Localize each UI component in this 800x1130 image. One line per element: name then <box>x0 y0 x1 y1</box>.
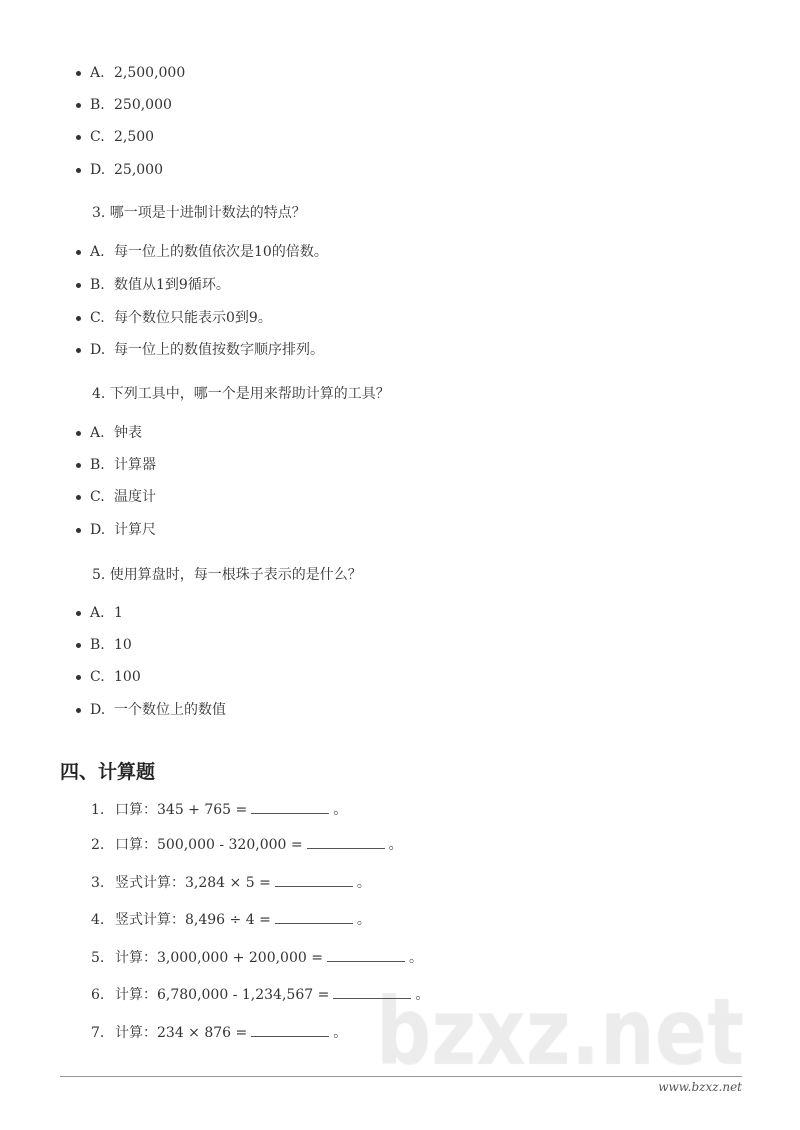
option-letter: C. <box>90 310 105 326</box>
footer-divider <box>60 1076 742 1077</box>
option-letter: B. <box>90 277 105 293</box>
option-text: 温度计 <box>114 489 156 505</box>
answer-blank[interactable] <box>307 834 385 849</box>
item-number: 3. <box>91 875 105 891</box>
bullet-icon <box>76 611 81 616</box>
option-text: 每个数位只能表示0到9。 <box>114 310 272 326</box>
option-letter: A. <box>90 244 105 260</box>
bullet-icon <box>76 643 81 648</box>
option-text: 100 <box>114 669 141 685</box>
option-letter: B. <box>90 97 105 113</box>
bullet-icon <box>76 528 81 533</box>
option-letter: B. <box>90 457 105 473</box>
answer-blank[interactable] <box>327 947 405 962</box>
answer-blank[interactable] <box>251 1022 329 1037</box>
item-end: 。 <box>333 1025 348 1041</box>
option-text: 一个数位上的数值 <box>114 702 226 718</box>
bullet-icon <box>76 708 81 713</box>
item-end: 。 <box>356 875 371 891</box>
bullet-icon <box>76 431 81 436</box>
answer-blank[interactable] <box>251 799 329 814</box>
item-number: 5. <box>91 950 105 966</box>
item-text: 口算：345 + 765 = <box>115 802 248 818</box>
option-letter: D. <box>90 162 106 178</box>
item-end: 。 <box>415 987 430 1003</box>
option-text: 计算器 <box>114 457 156 473</box>
option-letter: B. <box>90 637 105 653</box>
option-text: 2,500,000 <box>114 65 186 81</box>
option-text: 10 <box>114 637 132 653</box>
option-text: 计算尺 <box>114 522 156 538</box>
item-text: 口算：500,000 - 320,000 = <box>115 837 303 853</box>
option-letter: D. <box>90 342 106 358</box>
option-letter: D. <box>90 702 106 718</box>
option-letter: C. <box>90 489 105 505</box>
option-text: 数值从1到9循环。 <box>114 277 230 293</box>
option-text: 每一位上的数值按数字顺序排列。 <box>114 342 324 358</box>
option-letter: A. <box>90 65 105 81</box>
answer-blank[interactable] <box>275 909 353 924</box>
question-text: 3. 哪一项是十进制计数法的特点？ <box>92 205 306 221</box>
bullet-icon <box>76 135 81 140</box>
option-text: 1 <box>114 605 123 621</box>
option-letter: D. <box>90 522 106 538</box>
option-text: 25,000 <box>114 162 163 178</box>
item-end: 。 <box>388 837 403 853</box>
option-letter: A. <box>90 605 105 621</box>
bullet-icon <box>76 283 81 288</box>
option-text: 钟表 <box>114 425 142 441</box>
item-text: 竖式计算：3,284 × 5 = <box>115 875 271 891</box>
option-text: 2,500 <box>114 129 155 145</box>
bullet-icon <box>76 316 81 321</box>
footer-url: www.bzxz.net <box>658 1080 742 1094</box>
item-number: 1. <box>91 802 105 818</box>
item-number: 7. <box>91 1025 105 1041</box>
question-text: 4. 下列工具中，哪一个是用来帮助计算的工具？ <box>92 386 390 402</box>
bullet-icon <box>76 103 81 108</box>
item-text: 计算：6,780,000 - 1,234,567 = <box>115 987 330 1003</box>
option-letter: C. <box>90 129 105 145</box>
option-text: 250,000 <box>114 97 172 113</box>
item-number: 2. <box>91 837 105 853</box>
bullet-icon <box>76 71 81 76</box>
item-number: 4. <box>91 912 105 928</box>
item-text: 计算：234 × 876 = <box>115 1025 248 1041</box>
bullet-icon <box>76 463 81 468</box>
item-end: 。 <box>408 950 423 966</box>
answer-blank[interactable] <box>333 984 411 999</box>
bullet-icon <box>76 675 81 680</box>
option-letter: C. <box>90 669 105 685</box>
option-letter: A. <box>90 425 105 441</box>
item-text: 计算：3,000,000 + 200,000 = <box>115 950 323 966</box>
answer-blank[interactable] <box>275 872 353 887</box>
item-end: 。 <box>333 802 348 818</box>
bullet-icon <box>76 495 81 500</box>
item-text: 竖式计算：8,496 ÷ 4 = <box>115 912 271 928</box>
option-text: 每一位上的数值依次是10的倍数。 <box>114 244 328 260</box>
item-number: 6. <box>91 987 105 1003</box>
question-text: 5. 使用算盘时，每一根珠子表示的是什么？ <box>92 567 362 583</box>
bullet-icon <box>76 168 81 173</box>
bullet-icon <box>76 250 81 255</box>
section-heading: 四、计算题 <box>60 761 156 783</box>
item-end: 。 <box>356 912 371 928</box>
bullet-icon <box>76 348 81 353</box>
